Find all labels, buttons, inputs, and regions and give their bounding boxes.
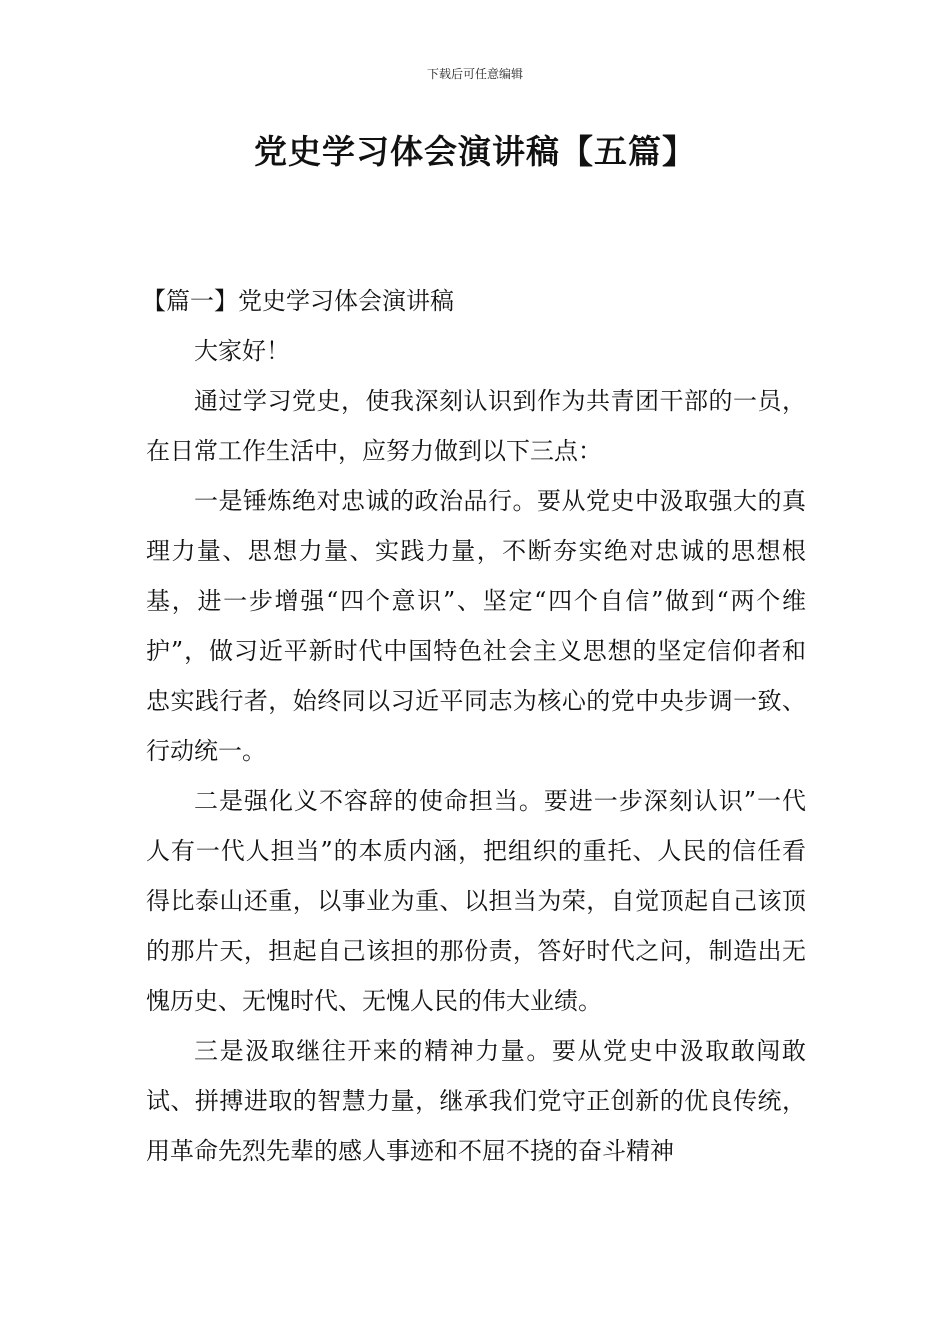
paragraph-point-two: 二是强化义不容辞的使命担当。要进一步深刻认识”一代人有一代人担当”的本质内涵，把组织的重托、人民的信任看得比泰山还重，以事业为重、以担当为荣，自觉顶起自己该顶的那片天，担起自己该担的那份责，答好时代之问，制造出无愧历史、无愧时代、无愧人民的伟大业绩。 [146,787,806,1015]
paragraph-point-one: 一是锤炼绝对忠诚的政治品行。要从党史中汲取强大的真理力量、思想力量、实践力量，不断夯实绝对忠诚的思想根基，进一步增强“四个意识”、坚定“四个自信”做到“两个维护”，做习近平新时代中国特色社会主义思想的坚定信仰者和忠实践行者，始终同以习近平同志为核心的党中央步调一致、行动统一。 [146,487,806,765]
paragraph-intro: 通过学习党史，使我深刻认识到作为共青团干部的一员，在日常工作生活中，应努力做到以下三点： [146,387,806,465]
document-title: 党史学习体会演讲稿【五篇】 [254,132,696,171]
section-heading: 【篇一】党史学习体会演讲稿 [142,287,454,315]
document-body [142,276,806,1176]
paragraph-greeting: 大家好！ [194,337,290,365]
paragraph-point-three: 三是汲取继往开来的精神力量。要从党史中汲取敢闯敢试、拼搏进取的智慧力量，继承我们党守正创新的优良传统，用革命先烈先辈的感人事迹和不屈不挠的奋斗精神 [146,1037,806,1165]
header-note: 下载后可任意编辑 [426,67,523,81]
